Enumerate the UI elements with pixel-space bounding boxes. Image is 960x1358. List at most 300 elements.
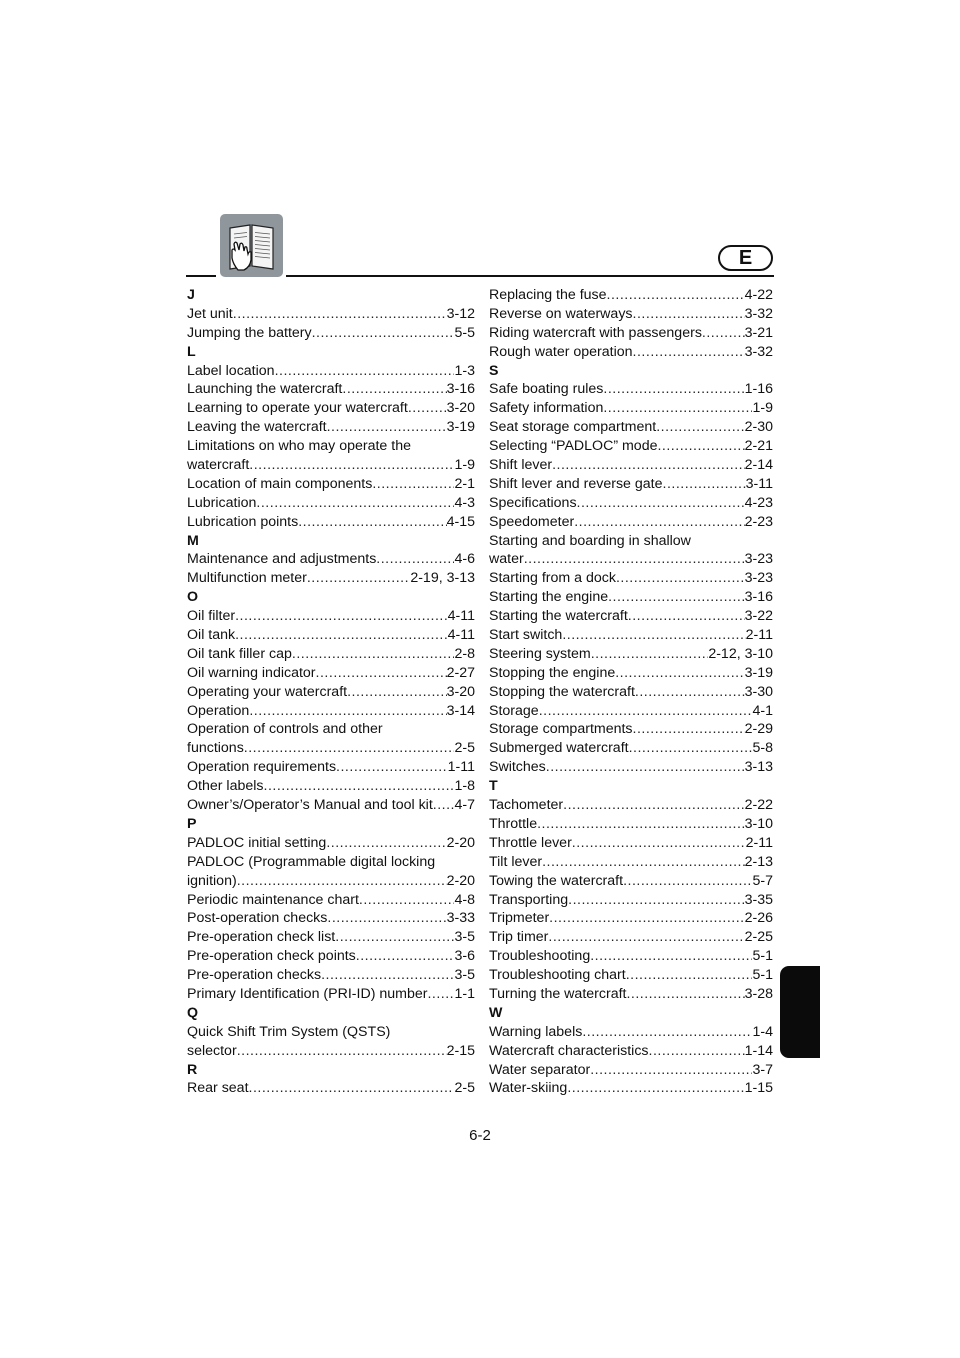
index-entry [187, 928, 475, 947]
dot-leader [249, 702, 446, 721]
index-entry-page: 4-11 [447, 608, 475, 625]
index-entry-page: 3-7 [752, 1061, 773, 1078]
index-entry [489, 872, 773, 891]
index-entry [187, 985, 475, 1004]
index-entry-page: 3-21 [744, 324, 773, 341]
index-section-letter: W [489, 1004, 503, 1021]
index-entry-page: 2-30 [744, 419, 773, 436]
index-entry-page: 1-16 [744, 381, 773, 398]
index-entry-page: 4-23 [744, 494, 773, 511]
index-entry [489, 664, 773, 683]
index-entry-page: 2-11 [745, 627, 773, 644]
dot-leader [626, 985, 744, 1004]
index-entry-page: 4-11 [447, 627, 475, 644]
dot-leader [335, 928, 454, 947]
dot-leader [633, 343, 745, 362]
index-entry [187, 777, 475, 796]
index-entry [187, 456, 475, 475]
index-entry [489, 380, 773, 399]
header-rule-left [186, 275, 216, 277]
index-entry-label: Switches [489, 759, 546, 776]
index-entry-page: 5-1 [752, 948, 773, 965]
dot-leader [342, 380, 446, 399]
index-entry-page: 4-8 [454, 891, 475, 908]
dot-leader [603, 399, 752, 418]
index-entry [187, 853, 475, 872]
index-entry-page: 3-16 [446, 381, 475, 398]
index-entry-label: Throttle lever [489, 834, 572, 851]
dot-leader [312, 324, 455, 343]
index-entry-page: 2-21 [744, 438, 773, 455]
index-section-letter: P [187, 815, 197, 832]
dot-leader [548, 928, 744, 947]
index-entry [187, 720, 475, 739]
index-entry-label: watercraft [187, 457, 250, 474]
index-entry-label: Storage compartments [489, 721, 633, 738]
index-entry-page: 2-12, 3-10 [708, 645, 773, 662]
dot-leader [603, 380, 744, 399]
index-entry [187, 607, 475, 626]
manual-reading-hand-icon [220, 214, 283, 277]
index-entry-label: Tilt lever [489, 853, 543, 870]
index-entry-label: Primary Identification (PRI-ID) number [187, 985, 428, 1002]
index-entry [489, 550, 773, 569]
dot-leader [656, 418, 744, 437]
index-entry [187, 513, 475, 532]
index-entry-label: Learning to operate your watercraft [187, 400, 408, 417]
index-entry-page: 3-32 [744, 305, 773, 322]
section-side-tab [780, 966, 820, 1058]
dot-leader [233, 305, 447, 324]
dot-leader [249, 456, 454, 475]
dot-leader [567, 1079, 744, 1098]
dot-leader [563, 796, 744, 815]
index-section-letter: S [489, 362, 499, 379]
dot-leader [235, 626, 448, 645]
index-entry-page: 3-23 [744, 551, 773, 568]
index-entry-page: 3-33 [446, 910, 475, 927]
index-section-letter: M [187, 532, 199, 549]
dot-leader [577, 494, 745, 513]
index-entry [489, 513, 773, 532]
index-entry [489, 532, 773, 551]
index-entry-label: Lubrication points [187, 513, 299, 530]
index-entry [489, 966, 773, 985]
index-entry [489, 418, 773, 437]
dot-leader [307, 569, 410, 588]
dot-leader [347, 683, 447, 702]
index-entry-page: 2-13 [744, 853, 773, 870]
index-entry-page: 3-22 [744, 608, 773, 625]
index-entry-label: Seat storage compartment [489, 419, 657, 436]
index-entry-label: Transporting [489, 891, 569, 908]
index-entry [489, 588, 773, 607]
dot-leader [623, 872, 752, 891]
index-entry [187, 702, 475, 721]
dot-leader [590, 947, 752, 966]
dot-leader [237, 1042, 447, 1061]
dot-leader [663, 475, 746, 494]
index-entry-page: 2-20 [446, 834, 475, 851]
index-entry-label: Towing the watercraft [489, 872, 624, 889]
index-entry-label: PADLOC initial setting [187, 834, 327, 851]
index-entry-label: Other labels [187, 778, 264, 795]
dot-leader [537, 815, 744, 834]
index-entry-page: 1-15 [744, 1080, 773, 1097]
dot-leader [321, 966, 454, 985]
index-entry-page: 5-8 [752, 740, 773, 757]
index-entry [489, 985, 773, 1004]
dot-leader [298, 513, 446, 532]
index-entry-page: 2-20 [446, 872, 475, 889]
index-entry-label: Label location [187, 362, 275, 379]
index-entry-label: Throttle [489, 815, 538, 832]
dot-leader [292, 645, 455, 664]
index-entry-page: 1-9 [454, 457, 475, 474]
dot-leader [568, 891, 744, 910]
dot-leader [359, 891, 455, 910]
index-entry-page: 3-19 [744, 664, 773, 681]
index-entry-page: 2-19, 3-13 [410, 570, 475, 587]
dot-leader [626, 966, 753, 985]
index-entry-label: Multifunction meter [187, 570, 307, 587]
index-entry-label: Specifications [489, 494, 577, 511]
header-rule-right [286, 275, 774, 277]
index-entry-label: Selecting “PADLOC” mode [489, 438, 658, 455]
index-entry [187, 758, 475, 777]
index-entry [187, 475, 475, 494]
index-entry [489, 494, 773, 513]
index-entry [489, 399, 773, 418]
index-entry-label: ignition) [187, 872, 237, 889]
index-entry [187, 550, 475, 569]
dot-leader [649, 1042, 745, 1061]
index-entry-label: Owner’s/Operator’s Manual and tool kit [187, 797, 433, 814]
index-entry-label: Starting the engine [489, 589, 609, 606]
index-entry-label: PADLOC (Programmable digital locking [187, 853, 436, 870]
index-entry-label: functions [187, 740, 244, 757]
index-entry-label: Tripmeter [489, 910, 550, 927]
index-entry [489, 343, 773, 362]
index-entry [489, 456, 773, 475]
index-entry [489, 437, 773, 456]
index-entry-label: Leaving the watercraft [187, 419, 327, 436]
index-entry-label: Safety information [489, 400, 604, 417]
index-entry [489, 1061, 773, 1080]
dot-leader [562, 626, 745, 645]
page-number: 6-2 [469, 1127, 491, 1144]
index-entry-page: 1-9 [752, 400, 773, 417]
index-entry [489, 758, 773, 777]
index-entry-page: 4-3 [454, 494, 475, 511]
index-entry [187, 664, 475, 683]
index-section-letter: Q [187, 1004, 199, 1021]
index-entry [187, 1042, 475, 1061]
index-entry-label: Periodic maintenance chart [187, 891, 359, 908]
index-entry-page: 1-11 [447, 759, 475, 776]
dot-leader [702, 324, 745, 343]
index-entry [187, 324, 475, 343]
index-entry [489, 796, 773, 815]
index-entry-label: Operating your watercraft [187, 683, 348, 700]
index-entry [489, 853, 773, 872]
index-entry-page: 2-14 [744, 457, 773, 474]
dot-leader [235, 607, 448, 626]
dot-leader [616, 569, 745, 588]
dot-leader [356, 947, 455, 966]
dot-leader [427, 985, 454, 1004]
index-entry-label: Rear seat [187, 1080, 249, 1097]
language-badge: E [718, 245, 773, 271]
index-entry [489, 324, 773, 343]
index-entry [489, 569, 773, 588]
dot-leader [244, 739, 455, 758]
index-entry-page: 3-16 [744, 589, 773, 606]
index-entry-label: Location of main components [187, 475, 373, 492]
index-entry-label: Submerged watercraft [489, 740, 629, 757]
dot-leader [237, 872, 447, 891]
index-entry-page: 1-4 [752, 1023, 773, 1040]
index-entry [489, 909, 773, 928]
index-entry-page: 2-5 [454, 1080, 475, 1097]
index-entry-label: Oil warning indicator [187, 664, 316, 681]
index-entry [187, 305, 475, 324]
index-section-letter: T [489, 778, 498, 795]
index-entry-label: Troubleshooting chart [489, 967, 626, 984]
index-entry [489, 1079, 773, 1098]
dot-leader [633, 305, 745, 324]
index-entry-label: Limitations on who may operate the [187, 438, 411, 455]
index-entry-page: 3-14 [446, 702, 475, 719]
index-entry [489, 1042, 773, 1061]
index-entry [187, 683, 475, 702]
index-entry-label: Start switch [489, 627, 563, 644]
dot-leader [275, 362, 455, 381]
index-entry-label: Starting and boarding in shallow [489, 532, 691, 549]
index-entry [187, 966, 475, 985]
index-entry-label: Shift lever and reverse gate [489, 475, 663, 492]
index-entry-page: 3-10 [744, 815, 773, 832]
index-entry [187, 947, 475, 966]
index-entry [187, 569, 475, 588]
index-entry [187, 1079, 475, 1098]
dot-leader [524, 550, 745, 569]
index-entry-page: 2-23 [744, 513, 773, 530]
dot-leader [316, 664, 447, 683]
index-section-letter: R [187, 1061, 198, 1078]
index-entry [489, 702, 773, 721]
dot-leader [635, 683, 745, 702]
dot-leader [657, 437, 744, 456]
index-entry-label: Quick Shift Trim System (QSTS) [187, 1023, 391, 1040]
index-entry-page: 2-22 [744, 797, 773, 814]
index-entry-label: Speedometer [489, 513, 575, 530]
index-entry-page: 2-5 [454, 740, 475, 757]
dot-leader [326, 834, 446, 853]
index-entry-page: 2-26 [744, 910, 773, 927]
dot-leader [433, 796, 455, 815]
index-entry [187, 1023, 475, 1042]
index-entry [187, 891, 475, 910]
index-entry-label: Water-skiing [489, 1080, 568, 1097]
index-entry [187, 399, 475, 418]
index-entry-page: 2-29 [744, 721, 773, 738]
index-entry-label: Shift lever [489, 457, 553, 474]
dot-leader [607, 286, 745, 305]
index-entry-page: 2-11 [745, 834, 773, 851]
index-entry-label: Safe boating rules [489, 381, 604, 398]
index-entry [489, 626, 773, 645]
dot-leader [249, 1079, 455, 1098]
index-entry [187, 418, 475, 437]
index-entry-page: 4-7 [454, 797, 475, 814]
index-entry-label: Watercraft characteristics [489, 1042, 649, 1059]
index-entry-label: Post-operation checks [187, 910, 328, 927]
index-entry-page: 3-30 [744, 683, 773, 700]
index-entry-page: 2-27 [446, 664, 475, 681]
index-entry-label: Stopping the engine [489, 664, 616, 681]
index-entry [489, 834, 773, 853]
index-entry-label: Operation requirements [187, 759, 337, 776]
index-entry-page: 1-3 [454, 362, 475, 379]
index-entry-label: Trip timer [489, 929, 549, 946]
dot-leader [628, 607, 745, 626]
index-entry-page: 2-25 [744, 929, 773, 946]
dot-leader [572, 834, 746, 853]
index-entry-label: Jumping the battery [187, 324, 312, 341]
index-entry-page: 4-15 [446, 513, 475, 530]
index-entry-page: 3-6 [454, 948, 475, 965]
index-entry [489, 683, 773, 702]
index-entry-page: 3-5 [454, 967, 475, 984]
index-entry-label: Lubrication [187, 494, 257, 511]
index-entry-label: Oil filter [187, 608, 236, 625]
dot-leader [590, 1061, 752, 1080]
index-entry-page: 3-13 [744, 759, 773, 776]
index-entry-label: Oil tank [187, 627, 236, 644]
index-entry-page: 3-12 [446, 305, 475, 322]
index-entry [187, 796, 475, 815]
index-entry [187, 437, 475, 456]
index-entry [489, 305, 773, 324]
index-entry [489, 607, 773, 626]
dot-leader [327, 418, 447, 437]
dot-leader [336, 758, 448, 777]
index-entry-page: 3-19 [446, 419, 475, 436]
index-entry-page: 3-35 [744, 891, 773, 908]
index-entry-label: Tachometer [489, 797, 564, 814]
dot-leader [264, 777, 455, 796]
index-column-right [489, 286, 773, 1098]
index-entry-label: Pre-operation check list [187, 929, 336, 946]
index-entry-label: Storage [489, 702, 539, 719]
index-entry-label: Starting from a dock [489, 570, 616, 587]
index-entry [187, 362, 475, 381]
dot-leader [546, 758, 745, 777]
index-entry-label: Jet unit [187, 305, 233, 322]
index-entry-page: 5-5 [454, 324, 475, 341]
index-entry-page: 3-23 [744, 570, 773, 587]
index-entry-label: water [489, 551, 524, 568]
index-entry-label: Maintenance and adjustments [187, 551, 377, 568]
dot-leader [552, 456, 745, 475]
index-entry-page: 4-1 [752, 702, 773, 719]
index-entry [187, 645, 475, 664]
index-entry [187, 626, 475, 645]
dot-leader [591, 645, 709, 664]
dot-leader [574, 513, 744, 532]
index-entry [489, 645, 773, 664]
index-entry-page: 2-1 [454, 475, 475, 492]
index-entry [489, 475, 773, 494]
index-entry-page: 3-32 [744, 343, 773, 360]
index-entry-page: 1-1 [454, 985, 475, 1002]
index-entry-label: Warning labels [489, 1023, 583, 1040]
index-section-letter: O [187, 589, 199, 606]
index-entry [489, 739, 773, 758]
index-entry [489, 286, 773, 305]
index-entry-label: Stopping the watercraft [489, 683, 635, 700]
index-entry [187, 909, 475, 928]
index-entry [489, 928, 773, 947]
dot-leader [539, 702, 753, 721]
dot-leader [549, 909, 744, 928]
dot-leader [408, 399, 447, 418]
dot-leader [372, 475, 454, 494]
index-column-left [187, 286, 475, 1098]
index-entry-label: Operation of controls and other [187, 721, 383, 738]
index-entry-page: 5-1 [752, 967, 773, 984]
index-entry-label: Steering system [489, 645, 591, 662]
index-section-letter: L [187, 343, 196, 360]
index-section-letter: J [187, 287, 195, 303]
index-entry-label: Troubleshooting [489, 948, 591, 965]
dot-leader [629, 739, 753, 758]
index-entry-label: Rough water operation [489, 343, 633, 360]
index-entry [489, 1023, 773, 1042]
index-entry-page: 1-8 [454, 778, 475, 795]
index-entry-label: Operation [187, 702, 250, 719]
index-entry-page: 3-20 [446, 400, 475, 417]
index-entry [187, 834, 475, 853]
index-entry-label: Water separator [489, 1061, 591, 1078]
index-entry-label: Starting the watercraft [489, 608, 628, 625]
index-entry-page: 2-8 [454, 645, 475, 662]
index-entry [187, 380, 475, 399]
index-entry-label: Turning the watercraft [489, 985, 627, 1002]
index-entry-label: Reverse on waterways [489, 305, 633, 322]
index-entry [187, 739, 475, 758]
index-entry [489, 891, 773, 910]
index-entry [489, 720, 773, 739]
dot-leader [376, 550, 454, 569]
index-entry-page: 2-15 [446, 1042, 475, 1059]
index-entry-label: Pre-operation checks [187, 967, 322, 984]
index-entry-page: 4-22 [744, 287, 773, 303]
index-entry-page: 5-7 [752, 872, 773, 889]
index-entry-page: 3-5 [454, 929, 475, 946]
dot-leader [542, 853, 745, 872]
index-entry-label: Riding watercraft with passengers [489, 324, 702, 341]
index-entry [187, 494, 475, 513]
dot-leader [327, 909, 446, 928]
index-entry-label: selector [187, 1042, 237, 1059]
index-entry-page: 4-6 [454, 551, 475, 568]
dot-leader [256, 494, 454, 513]
index-entry-label: Replacing the fuse [489, 287, 607, 303]
index-entry [187, 872, 475, 891]
index-entry-page: 3-28 [744, 985, 773, 1002]
